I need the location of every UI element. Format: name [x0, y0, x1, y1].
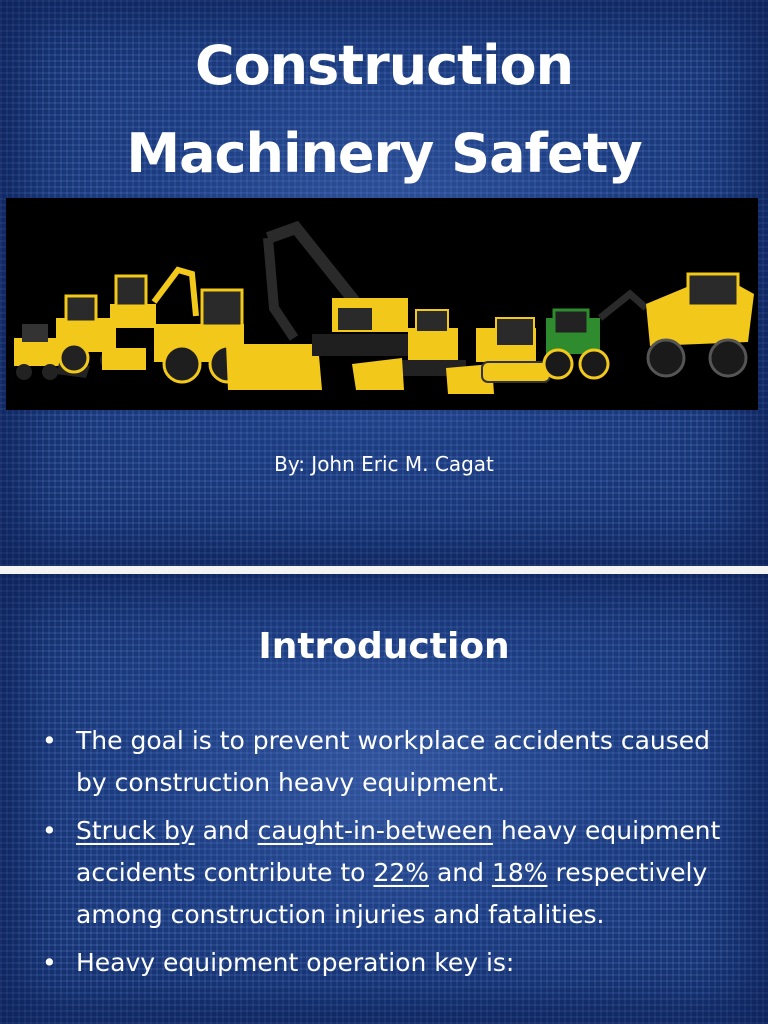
- slide-heading: Introduction: [258, 626, 510, 667]
- bullet-operation-text: Heavy equipment operation key is:: [76, 948, 515, 977]
- bullet-text: heavy equipment accidents contribute to: [76, 816, 721, 887]
- construction-machinery-photo: [6, 198, 758, 410]
- slide-divider: [0, 566, 768, 574]
- bullet-dot-icon: •: [42, 948, 57, 977]
- bullet-list: [30, 720, 730, 990]
- percentage-18: 18%: [491, 858, 548, 887]
- bullet-dot-icon: •: [42, 726, 57, 755]
- bullet-goal-text: The goal is to prevent workplace accidents caused by construction heavy equipment.: [76, 726, 711, 797]
- slide-title-line-2: Machinery Safety: [126, 122, 642, 185]
- bullet-statistics: [30, 810, 730, 936]
- bullet-text: and: [429, 858, 492, 887]
- bullet-operation-key: [30, 942, 730, 984]
- bullet-text: and: [194, 816, 258, 845]
- caught-in-between-link[interactable]: caught-in-between: [257, 816, 493, 845]
- bullet-text: respectively among construction injuries and fatalities.: [76, 858, 708, 929]
- percentage-22: 22%: [373, 858, 430, 887]
- introduction-slide: [0, 574, 768, 1024]
- author-byline: By: John Eric M. Cagat: [274, 452, 494, 476]
- struck-by-link[interactable]: Struck by: [76, 816, 195, 845]
- slide-title-line-1: Construction: [194, 34, 574, 97]
- bullet-goal: [30, 720, 730, 804]
- bullet-dot-icon: •: [42, 816, 57, 845]
